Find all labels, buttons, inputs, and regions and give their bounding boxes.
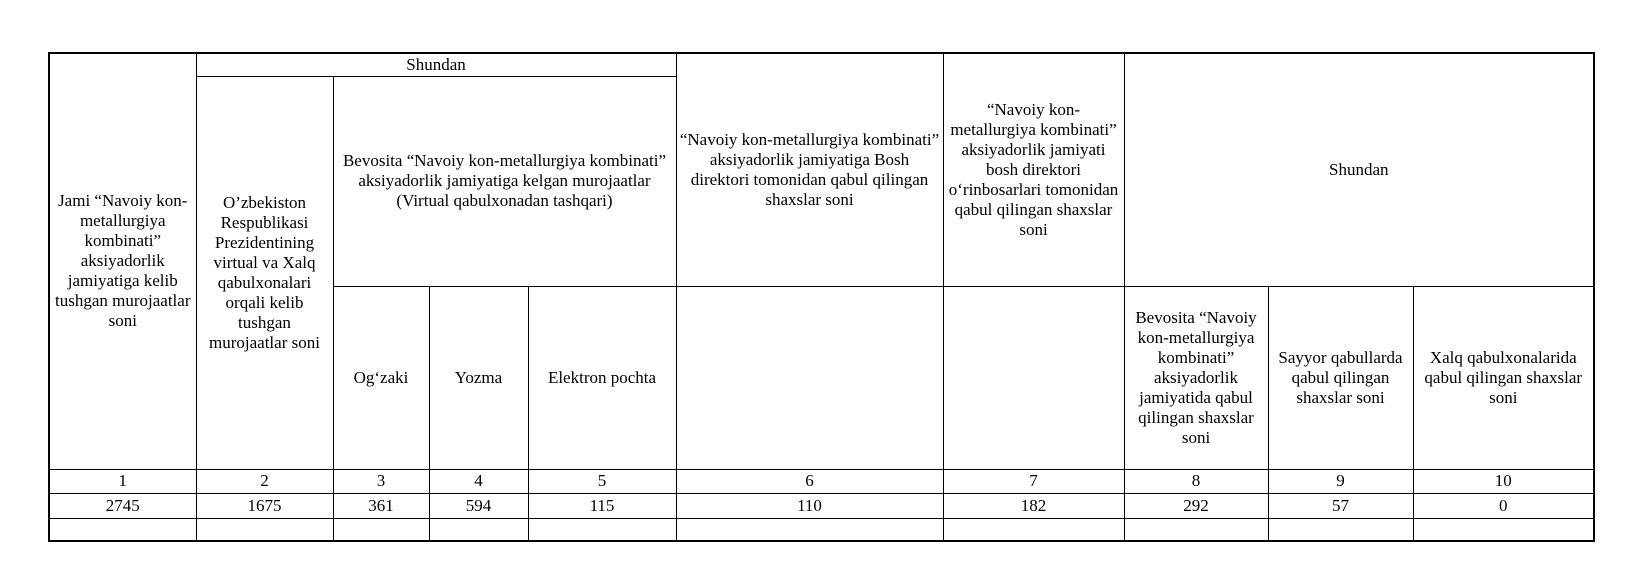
column-number-cell-1: 1 [49, 469, 196, 493]
header-cell-empty-col6 [676, 286, 943, 469]
header-cell-orinbosarlari: “Navoiy kon-metallurgiya kombinati” aksiyadorlik jamiyati bosh direktori oʻrinbosarlari tomonidan qabul qilingan shaxslar soni [943, 53, 1124, 286]
value-cell-elektron-pochta: 115 [528, 493, 676, 518]
header-cell-elektron-pochta: Elektron pochta [528, 286, 676, 469]
header-cell-shundan-left: Shundan [196, 53, 676, 76]
value-cell-virtual-xalq: 1675 [196, 493, 333, 518]
column-number-cell-10: 10 [1413, 469, 1594, 493]
column-numbers-row [49, 469, 1594, 493]
header-cell-empty-col7 [943, 286, 1124, 469]
header-cell-virtual-xalq: O’zbekiston Respublikasi Prezidentining virtual va Xalq qabulxonalari orqali kelib tushgan murojaatlar soni [196, 76, 333, 469]
value-cell-orinbosarlari: 182 [943, 493, 1124, 518]
header-cell-xalq-qabulxona: Xalq qabulxonalarida qabul qilingan shaxslar soni [1413, 286, 1594, 469]
value-cell-bosh-direktori: 110 [676, 493, 943, 518]
column-number-cell-2: 2 [196, 469, 333, 493]
value-cell-jami: 2745 [49, 493, 196, 518]
header-bevosita-group-note-text: (Virtual qabulxonadan tashqari) [396, 191, 613, 210]
header-row-1 [49, 53, 1594, 76]
empty-cell-col5 [528, 518, 676, 541]
header-cell-bevosita-qabul: Bevosita “Navoiy kon-metallurgiya kombinati” aksiyadorlik jamiyatida qabul qilingan shaxslar soni [1124, 286, 1268, 469]
appeals-statistics-table [48, 52, 1595, 542]
empty-cell-col6 [676, 518, 943, 541]
column-number-cell-5: 5 [528, 469, 676, 493]
header-cell-shundan-right: Shundan [1124, 53, 1594, 286]
header-bevosita-group-main-text: Bevosita “Navoiy kon-metallurgiya kombinati” aksiyadorlik jamiyatiga kelgan murojaatlar [342, 151, 667, 190]
column-number-cell-9: 9 [1268, 469, 1413, 493]
header-cell-ogzaki: Ogʻzaki [333, 286, 429, 469]
empty-cell-col4 [429, 518, 528, 541]
value-cell-xalq-qabulxona: 0 [1413, 493, 1594, 518]
empty-cell-col10 [1413, 518, 1594, 541]
value-cell-ogzaki: 361 [333, 493, 429, 518]
data-values-row [49, 493, 1594, 518]
empty-cell-col8 [1124, 518, 1268, 541]
column-number-cell-6: 6 [676, 469, 943, 493]
column-number-cell-3: 3 [333, 469, 429, 493]
column-number-cell-7: 7 [943, 469, 1124, 493]
empty-cell-col1 [49, 518, 196, 541]
empty-cell-col3 [333, 518, 429, 541]
column-number-cell-4: 4 [429, 469, 528, 493]
empty-cell-col7 [943, 518, 1124, 541]
value-cell-yozma: 594 [429, 493, 528, 518]
empty-row [49, 518, 1594, 541]
value-cell-bevosita-qabul: 292 [1124, 493, 1268, 518]
header-cell-sayyor: Sayyor qabullarda qabul qilingan shaxslar soni [1268, 286, 1413, 469]
header-cell-bosh-direktori: “Navoiy kon-metallurgiya kombinati” aksiyadorlik jamiyatiga Bosh direktori tomonidan qabul qilingan shaxslar soni [676, 53, 943, 286]
header-cell-jami-total: Jami “Navoiy kon-metallurgiya kombinati” aksiyadorlik jamiyatiga kelib tushgan murojaatlar soni [49, 53, 196, 469]
empty-cell-col9 [1268, 518, 1413, 541]
value-cell-sayyor: 57 [1268, 493, 1413, 518]
header-cell-bevosita-group [333, 76, 676, 286]
header-cell-yozma: Yozma [429, 286, 528, 469]
empty-cell-col2 [196, 518, 333, 541]
column-number-cell-8: 8 [1124, 469, 1268, 493]
